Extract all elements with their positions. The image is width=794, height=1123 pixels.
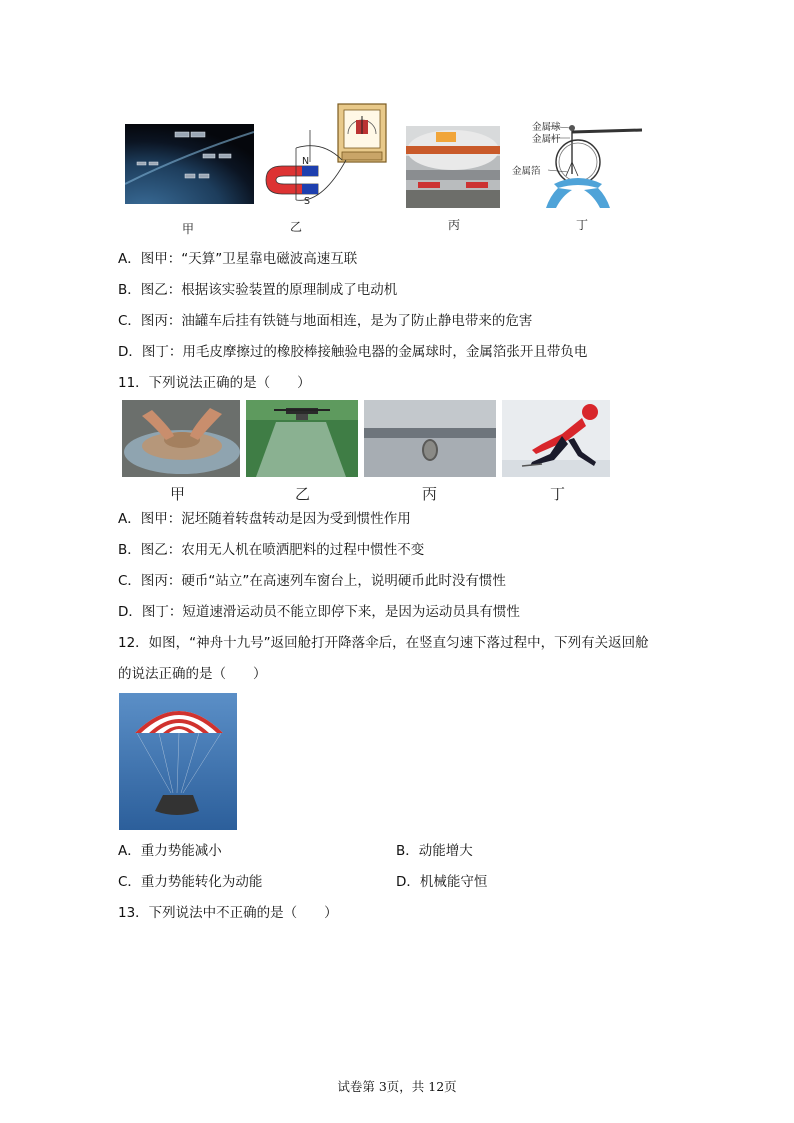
page-footer: 试卷第 3页，共 12页 [337,1079,457,1094]
figure-parachute [119,693,237,830]
pole-s-label: S [304,196,311,207]
speed-skater-image [502,400,610,477]
q10-option-c: C．图丙：油罐车后挂有铁链与地面相连，是为了防止静电带来的危害 [118,313,533,329]
magnet-galvanometer-diagram [262,100,392,212]
q10-option-d: D．图丁：用毛皮摩擦过的橡胶棒接触验电器的金属球时，金属箔张开且带负电 [118,344,588,360]
q11-caption-jia: 甲 [170,485,186,503]
figure-satellites [125,124,254,204]
q11-option-d: D．图丁：短道速滑运动员不能立即停下来，是因为运动员具有惯性 [118,604,520,620]
figure-magnet-galvanometer [262,100,392,212]
q11-caption-yi: 乙 [295,485,311,503]
figure-pottery [122,400,240,477]
figure-electroscope [512,112,652,212]
pole-n-label: N [302,156,310,167]
q10-option-b: B．图乙：根据该实验装置的原理制成了电动机 [118,282,398,298]
pottery-wheel-image [122,400,240,477]
q12-option-b: B．动能增大 [396,843,473,859]
q12-option-c: C．重力势能转化为动能 [118,874,263,890]
q11-stem: 11．下列说法正确的是（ ） [118,375,311,391]
q11-caption-ding: 丁 [550,485,566,503]
rod-label: 金属杆 [532,134,561,145]
figure-drone [246,400,358,477]
tanker-truck-image [406,126,500,208]
q10-caption-bing: 丙 [448,218,461,232]
q11-option-a: A．图甲：泥坯随着转盘转动是因为受到惯性作用 [118,511,411,527]
q13-stem: 13．下列说法中不正确的是（ ） [118,905,338,921]
q12-stem-line1: 12．如图，“神舟十九号”返回舱打开降落伞后，在竖直匀速下落过程中，下列有关返回舱 [118,635,649,651]
q12-option-d: D．机械能守恒 [396,874,488,890]
parachute-capsule-image [119,693,237,830]
q11-option-b: B．图乙：农用无人机在喷洒肥料的过程中惯性不变 [118,542,425,558]
coin-window-image [364,400,496,477]
q10-caption-yi: 乙 [290,220,303,234]
figure-coin [364,400,496,477]
q10-option-a: A．图甲：“天算”卫星靠电磁波高速互联 [118,251,358,267]
figure-tanker-truck [406,126,500,208]
q11-option-c: C．图丙：硬币“站立”在高速列车窗台上，说明硬币此时没有惯性 [118,573,506,589]
q12-option-a: A．重力势能减小 [118,843,222,859]
satellites-image [125,124,254,204]
q10-caption-jia: 甲 [182,222,195,236]
drone-spraying-image [246,400,358,477]
foil-label: 金属箔 [512,166,541,177]
q12-stem-line2: 的说法正确的是（ ） [118,666,267,682]
q11-caption-bing: 丙 [422,485,438,503]
figure-skater [502,400,610,477]
q10-caption-ding: 丁 [576,218,589,232]
ball-label: 金属球 [532,122,561,133]
